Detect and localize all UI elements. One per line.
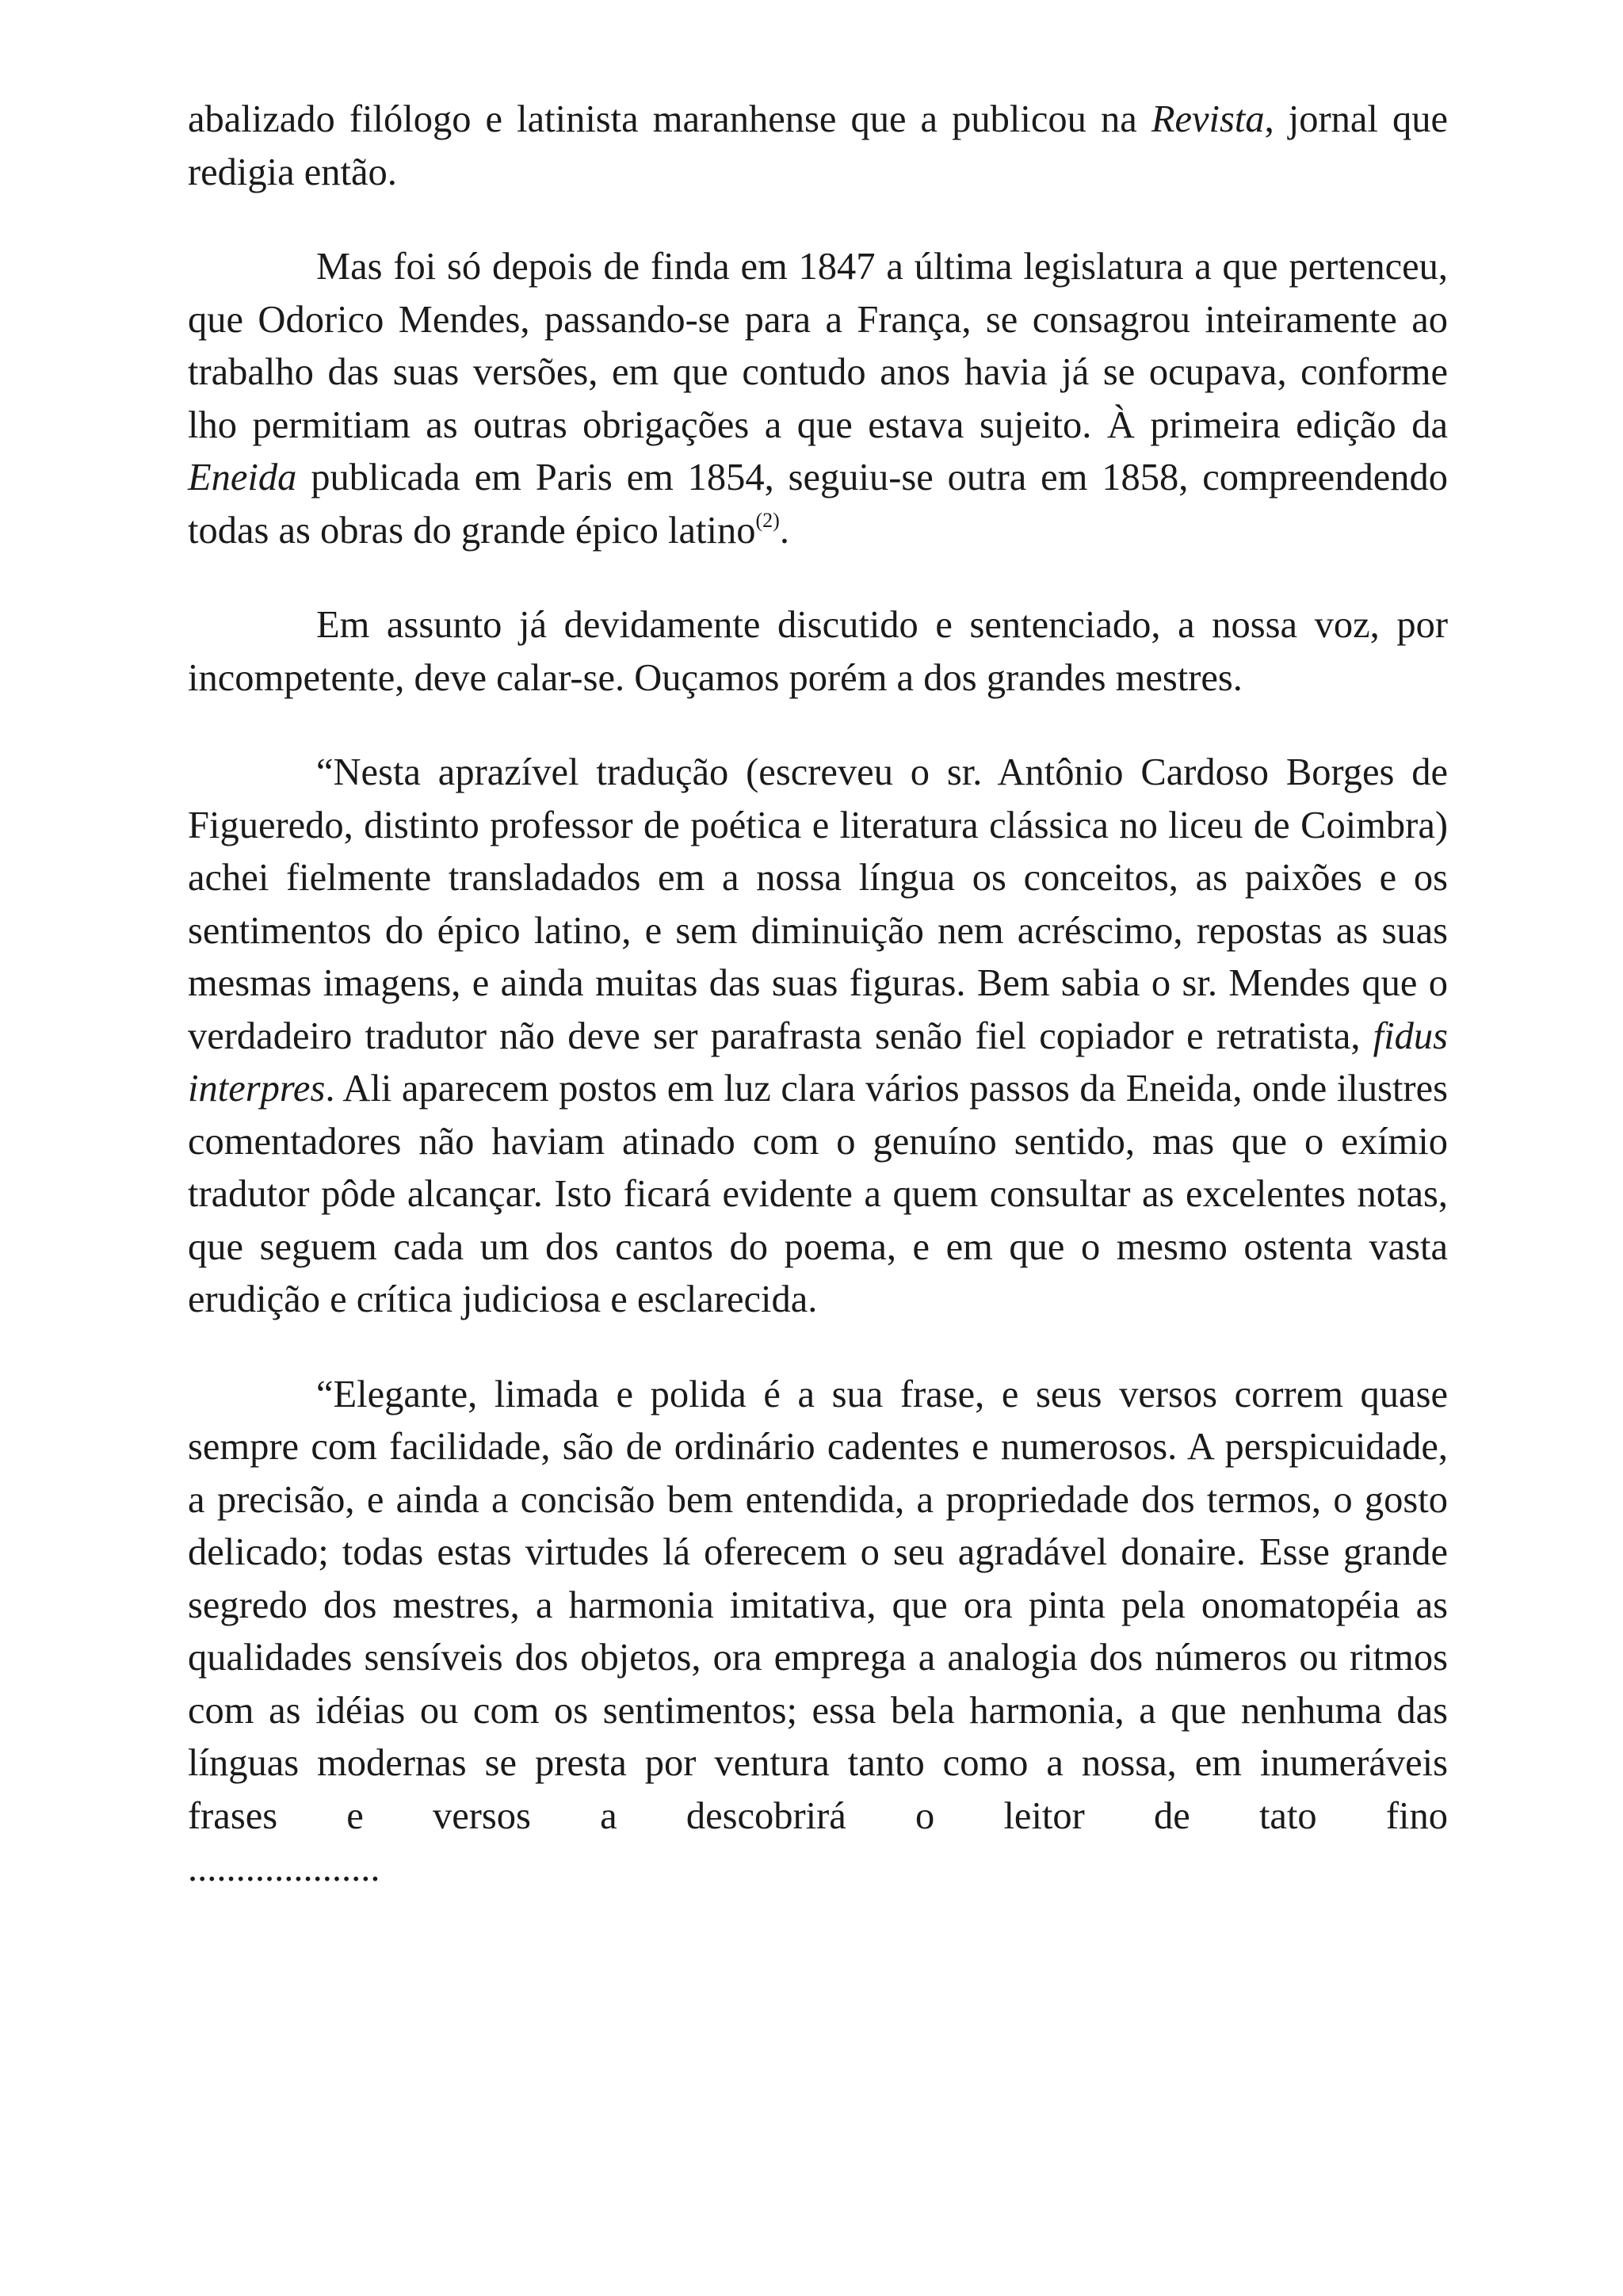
paragraph-text: “Nesta aprazível tradução (escreveu o sr. Antônio Cardoso Borges de Figueredo, distinto professor de poética e literatura clássica no liceu de Coimbra) achei fielmente transladados em a nossa língua os conceitos, as paixões e os sentimentos do épico latino, e sem diminuição nem acréscimo, repostas as suas mesmas imagens, e ainda muitas das suas figuras. Bem sabia o sr. Mendes que o verdadeiro tradutor não deve ser parafrasta senão fiel copiador e retratista,: [188, 751, 1448, 1057]
paragraph-eneida-editions: [188, 241, 1448, 557]
ellipsis-line: ....................: [188, 1847, 380, 1889]
paragraph-continuation: [188, 94, 1448, 199]
paragraph-text: .: [779, 509, 789, 552]
paragraph-text: . Ali aparecem postos em luz clara vários passos da Eneida, onde ilustres comentadores não haviam atinado com o genuíno sentido, mas que o exímio tradutor pôde alcançar. Isto ficará evidente a quem consultar as excelentes notas, que seguem cada um dos cantos do poema, e em que o mesmo ostenta vasta erudição e crítica judiciosa e esclarecida.: [188, 1068, 1448, 1320]
paragraph-text: publicada em Paris em 1854, seguiu-se outra em 1858, compreendendo todas as obras do grande épico latino: [188, 457, 1448, 552]
paragraph-text: Mas foi só depois de finda em 1847 a última legislatura a que pertenceu, que Odorico Mendes, passando-se para a França, se consagrou inteiramente ao trabalho das suas versões, em que contudo anos havia já se ocupava, conforme lho permitiam as outras obrigações a que estava sujeito. À primeira edição da: [188, 246, 1448, 446]
paragraph-quote-elegante: “Elegante, limada e polida é a sua frase, e seus versos correm quase sempre com facilidade, são de ordinário cadentes e numerosos. A perspicuidade, a precisão, e ainda a concisão bem entendida, a propriedade dos termos, o gosto delicado; todas estas virtudes lá oferecem o seu agradável donaire. Esse grande segredo dos mestres, a harmonia imitativa, que ora pinta pela onomatopéia as qualidades sensíveis dos objetos, ora emprega a analogia dos números ou ritmos com as idéias ou com os sentimentos; essa bela harmonia, a que nenhuma das línguas modernas se presta por ventura tanto como a nossa, em inumeráveis frases e versos a descobrirá o leitor de tato fino: [188, 1373, 1448, 1837]
italic-latin-phrase: fidus interpres: [188, 1014, 1448, 1110]
italic-work-title: Eneida: [188, 457, 297, 499]
paragraph-quote-figueredo: [188, 747, 1448, 1327]
paragraph-text: abalizado filólogo e latinista maranhense que a publicou na: [188, 98, 1151, 140]
paragraph-grandes-mestres: Em assunto já devidamente discutido e sentenciado, a nossa voz, por incompetente, deve calar-se. Ouçamos porém a dos grandes mestres.: [188, 604, 1448, 699]
document-page: [188, 94, 1448, 1896]
footnote-marker: (2): [755, 508, 780, 532]
paragraph-text: , jornal que redigia então.: [188, 98, 1449, 193]
italic-periodical-title: Revista: [1151, 98, 1265, 140]
